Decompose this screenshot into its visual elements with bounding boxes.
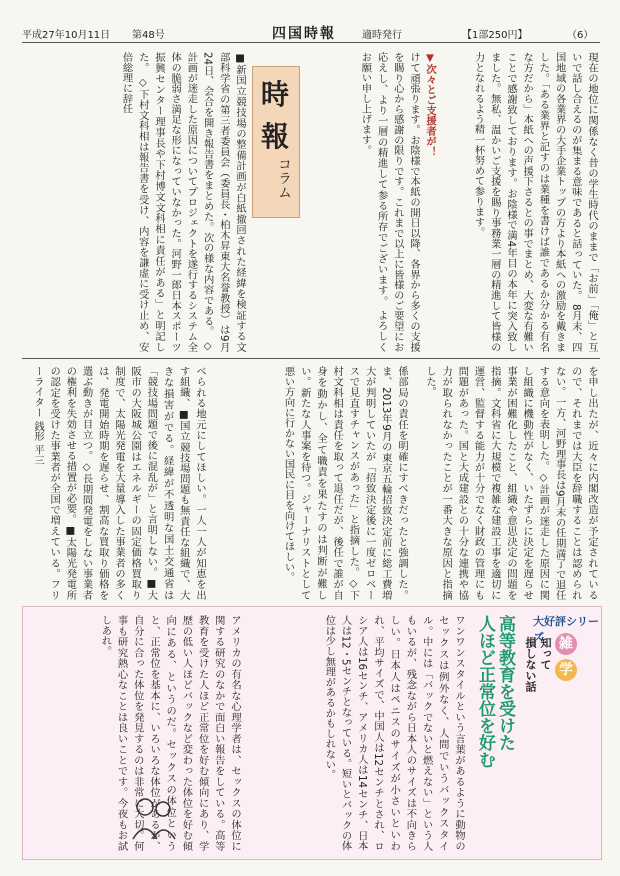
top-right-col1: 現在の地位に関係なく昔の学生時代のままで「お前」「俺」と互いで話し合えるのが集まる意味であると話っていた。: [569, 52, 598, 352]
top-left-col1: ■新国立競技場の整備計画が白紙撤回された経緯を検証する文部科学省の第三者委員会（委員長・柏木昇東大名誉教授）は9月24日、会合を開き報告書をまとめた。次の様な内容である。: [201, 52, 246, 352]
column-title-ji: 時: [261, 78, 290, 111]
header-price: 【1部250円】: [462, 30, 528, 41]
series-sub-label-2: 損しない話: [524, 637, 537, 692]
series-article-right: [247, 615, 467, 851]
series-sub-label-1: 知って: [539, 637, 552, 670]
middle-right-body: を申し出たが、近々に内閣改造が予定されているので、それまでは大臣を辞職することは認められない。一方、河野理事長は9月末の任期満了で退任する意向を表明した。◇計画が迷走した原因に関し組織に機動性がなく、いたずらに決定を遅らせ事業が困難化したこと、組織や意思決定の問題を指摘。文科省に大規模で複雑な建設工事を適切に運営、監督する能力が十分でなく財政の管理にも問題があった。国と大成建設との十分な連携や協力が取られなかったことが一番大きな原因と指摘した。: [423, 366, 598, 600]
header-page-number: （6）: [567, 30, 594, 41]
headline-line-2: 人ほど正常位を好む: [475, 615, 495, 768]
middle-center-body: 係部局の責任を明確にすべきだったと強調した。ま、2013年9月の東京五輪招致決定前に総工費増大が判明していたが「招致決定後に一度ゼロベースで見直すチャンスがあった」と指摘した。◇下村文科相は責任を取って退任だが、後任で誰が自身を動かし、全て職責を果たすのは判断が難しい。新たな人事案を待つ。ジャーナリストとして悪い方向に行かない国民に目を向けてほしい。: [282, 366, 408, 600]
column-title-ho: 報: [261, 120, 290, 153]
column-title-koramu: コラム: [276, 157, 292, 199]
series-article-left-body: アメリカの有名な心理学者は、セックスの体位に関する研究のなかで面白い報告をしている。高等教育を受けた人ほど正常位を好む傾向にあり、学歴の低い人ほどバックなど変わった体位を好む傾向にある、というのだ。セックスの体位というと、正常位を基本に、いろいろな体位があるが、自分に合った体位を発見するのは非常に大切。何事も研究熱心なことは良いことです。今夜もお試しあれ。: [99, 615, 241, 851]
top-left-col2: ◇計画が迷走した原因についてプロジェクトを遂行するシステム全体の脆弱さ満足な形になっていなかった。河野一郎日本スポーツ振興センター理事長や下村博文文科相に責任がある」と明記した。: [136, 52, 214, 352]
header-frequency: 適時発行: [362, 30, 402, 41]
header-title: 四国時報: [272, 26, 336, 42]
page-header: [22, 24, 600, 43]
top-right-col4: よろしくお願い申し上げます。: [359, 52, 388, 352]
top-right-text-2: [298, 52, 422, 352]
zatsu-badge: 雑: [555, 633, 577, 655]
top-left-col3: ◇下村文科相は報告書を受け、内容を謙虚に受け止め、安倍総理に辞任: [120, 52, 149, 352]
column-title-box: [252, 66, 300, 218]
support-heading: ▼次々とご支援者が！: [424, 52, 436, 157]
series-label: 大好評シリーズ: [533, 615, 599, 644]
middle-center-text: [214, 366, 410, 600]
header-issue: 第48号: [132, 30, 165, 41]
series-article-box: [22, 606, 602, 860]
series-article-right-body: ワンワンスタイルという言葉があるように動物のセックスは例外なく、人間でいうバックスタイル。中には「バックでないと燃えない」という人もいるが、残念ながら日本人のサイズは不向きらしい。日本人はペニスのサイズが小さいといわれ、平均サイズで、中国人は12センチとされ、ロシア人は16センチ、アメリカ人は14センチ、日本人は12・5センチとなっている。短いとバックの体位は少し無理があるかもしれない。: [323, 615, 465, 851]
couple-illustration-icon: [123, 789, 183, 849]
headline-line-1: 高等教育を受けた: [495, 615, 515, 751]
top-left-text: [22, 52, 248, 352]
top-right-col3: けて頑張ります。お陰様で本紙の開日以降、各界から多くの支援を賜り心から感謝の限りです。これまで以上に皆様のご要望にお応えし、より一層の精進して参る所存でございます。: [375, 52, 420, 352]
section-divider: [22, 358, 600, 359]
top-right-col2: 8月末、四国地域の各業界の大手企業トップの方より本紙への激励を戴きました。「ある業界と記すのは業種を書けば誰であるか分かる有名な方だから」本紙への声援下さるとの事でまとめ、大変な有難いことで感謝致しております。お陰様で満4年目の本年に突入致しました。無私、温かいご支援を賜り事務業一層の精進して皆様の力となれるよう精一杯努めて参ります。: [472, 52, 582, 352]
header-date: 平成27年10月11日: [22, 30, 111, 41]
middle-left-body: べられる地元にしてほしい。一人一人が知恵を出す組織、■国立競技場問題も無責任な組織で、大きな損害がでる。経緯が不透明な国土交通省は「競技場問題で後に混乱が」と言明しない。■大阪市の大阪城公園はエネルギーの固定価格買取り制度で、太陽光発電を大量導入した事業者の多くは、発電開始時期を遅らせ、割高な買取り価格を選ぶ動きが目立つ。◇長期間発電をしない事業者の権利を失効させる措置が必要。■太陽光発電所の認定を受けた事業者が全国で増えている。フリーライター 銭形 平三: [31, 366, 206, 600]
middle-left-text: [22, 366, 208, 600]
top-right-text: [440, 52, 600, 352]
gaku-badge: 学: [555, 659, 577, 681]
middle-right-text: [416, 366, 600, 600]
